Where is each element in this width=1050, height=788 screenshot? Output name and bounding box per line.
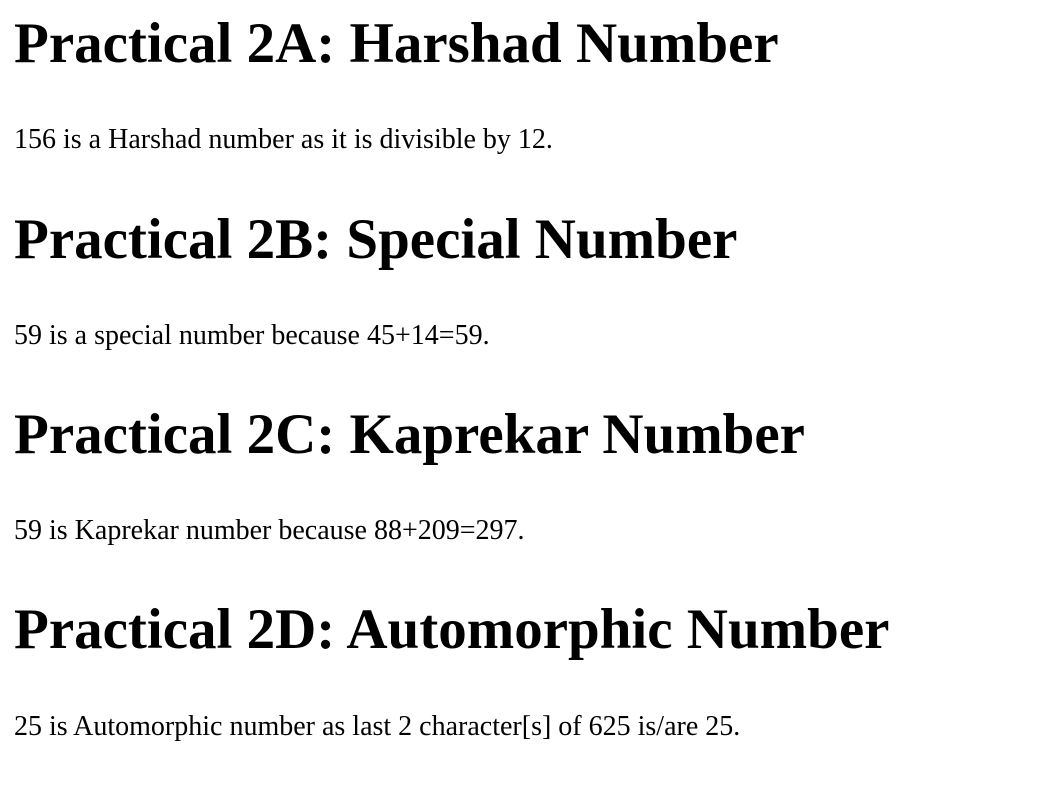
result-text-2a: 156 is a Harshad number as it is divisible by 12. xyxy=(14,124,553,155)
result-text-2c: 59 is Kaprekar number because 88+209=297. xyxy=(14,515,525,546)
result-text-2d: 25 is Automorphic number as last 2 character[s] of 625 is/are 25. xyxy=(14,711,741,742)
heading-practical-2d: Practical 2D: Automorphic Number xyxy=(14,598,890,661)
heading-practical-2a: Practical 2A: Harshad Number xyxy=(14,12,779,75)
result-text-2b: 59 is a special number because 45+14=59. xyxy=(14,320,490,351)
heading-practical-2b: Practical 2B: Special Number xyxy=(14,208,738,271)
heading-practical-2c: Practical 2C: Kaprekar Number xyxy=(14,403,805,466)
